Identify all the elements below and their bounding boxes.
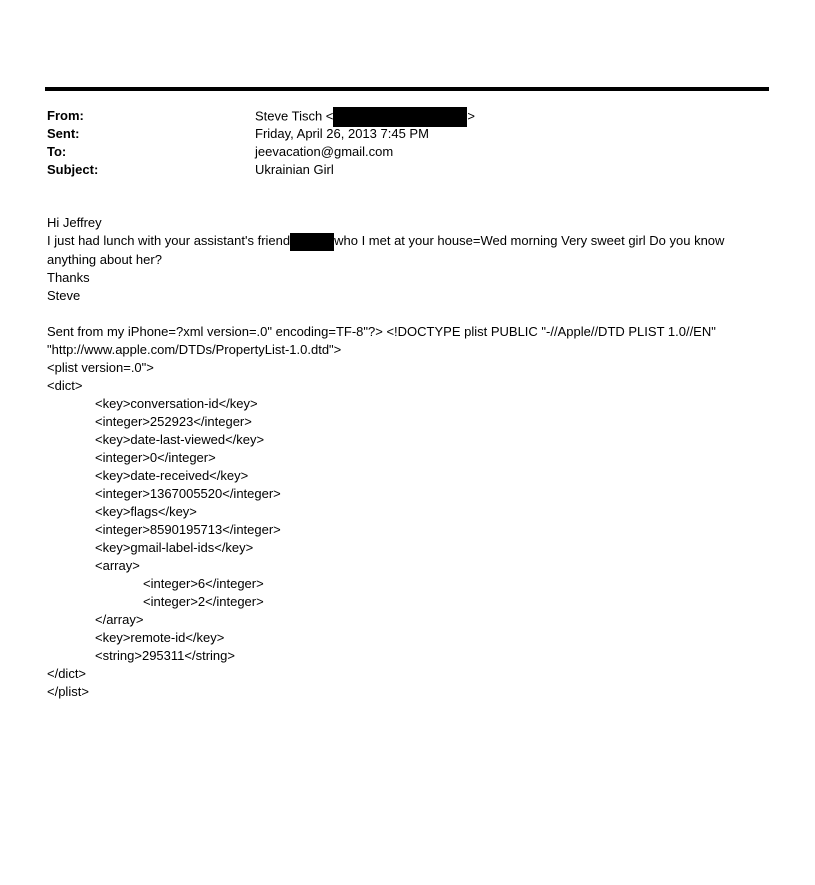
to-value: jeevacation@gmail.com: [255, 144, 394, 159]
to-label: To:: [47, 144, 67, 159]
subject-value: Ukrainian Girl: [255, 162, 334, 177]
xml-line: <integer>0</integer>: [95, 449, 216, 465]
xml-line: <key>date-last-viewed</key>: [95, 431, 265, 447]
body-paragraph: [47, 232, 767, 269]
body-line-part1: I just had lunch with your assistant's friend: [47, 233, 291, 248]
subject-label: Subject:: [47, 162, 99, 177]
thanks-line: Thanks: [47, 269, 90, 285]
xml-line: <key>remote-id</key>: [95, 629, 225, 645]
signature: Steve: [47, 287, 81, 303]
xml-line: <key>date-received</key>: [95, 467, 249, 483]
email-body: [47, 214, 767, 701]
array-item: <integer>2</integer>: [143, 593, 264, 609]
blank-line: [47, 305, 767, 323]
array-item: <integer>6</integer>: [143, 575, 264, 591]
redaction-bar: [333, 107, 467, 127]
from-value: [255, 107, 475, 127]
sent-from-line: Sent from my iPhone=?xml version=.0" encoding=TF-8"?> <!DOCTYPE plist PUBLIC "-//Apple//DTD PLIST 1.0//EN": [47, 323, 716, 339]
sent-label: Sent:: [47, 126, 80, 141]
sent-value: Friday, April 26, 2013 7:45 PM: [255, 126, 429, 141]
body-line-part2: who I met at your house=Wed morning Very sweet girl Do you know anything about her?: [47, 233, 725, 267]
plist-close-tag: </plist>: [47, 683, 89, 699]
xml-line: <array>: [95, 557, 140, 573]
plist-open-tag: <plist version=.0">: [47, 359, 154, 375]
from-close: >: [467, 108, 475, 124]
dict-open-tag: <dict>: [47, 377, 83, 393]
xml-line: <integer>8590195713</integer>: [95, 521, 281, 537]
xml-line: <key>gmail-label-ids</key>: [95, 539, 254, 555]
header-divider: [45, 87, 769, 91]
redaction-bar: [290, 233, 334, 251]
xml-line: </array>: [95, 611, 144, 627]
dict-close-tag: </dict>: [47, 665, 87, 681]
xml-line: <integer>252923</integer>: [95, 413, 252, 429]
xml-line: <key>flags</key>: [95, 503, 197, 519]
xml-line: <key>conversation-id</key>: [95, 395, 258, 411]
from-name: Steve Tisch <: [255, 108, 334, 124]
dtd-url-line: "http://www.apple.com/DTDs/PropertyList-1.0.dtd">: [47, 341, 342, 357]
xml-line: <string>295311</string>: [95, 647, 235, 663]
xml-line: <integer>1367005520</integer>: [95, 485, 281, 501]
from-label: From:: [47, 108, 84, 123]
greeting: Hi Jeffrey: [47, 215, 102, 230]
